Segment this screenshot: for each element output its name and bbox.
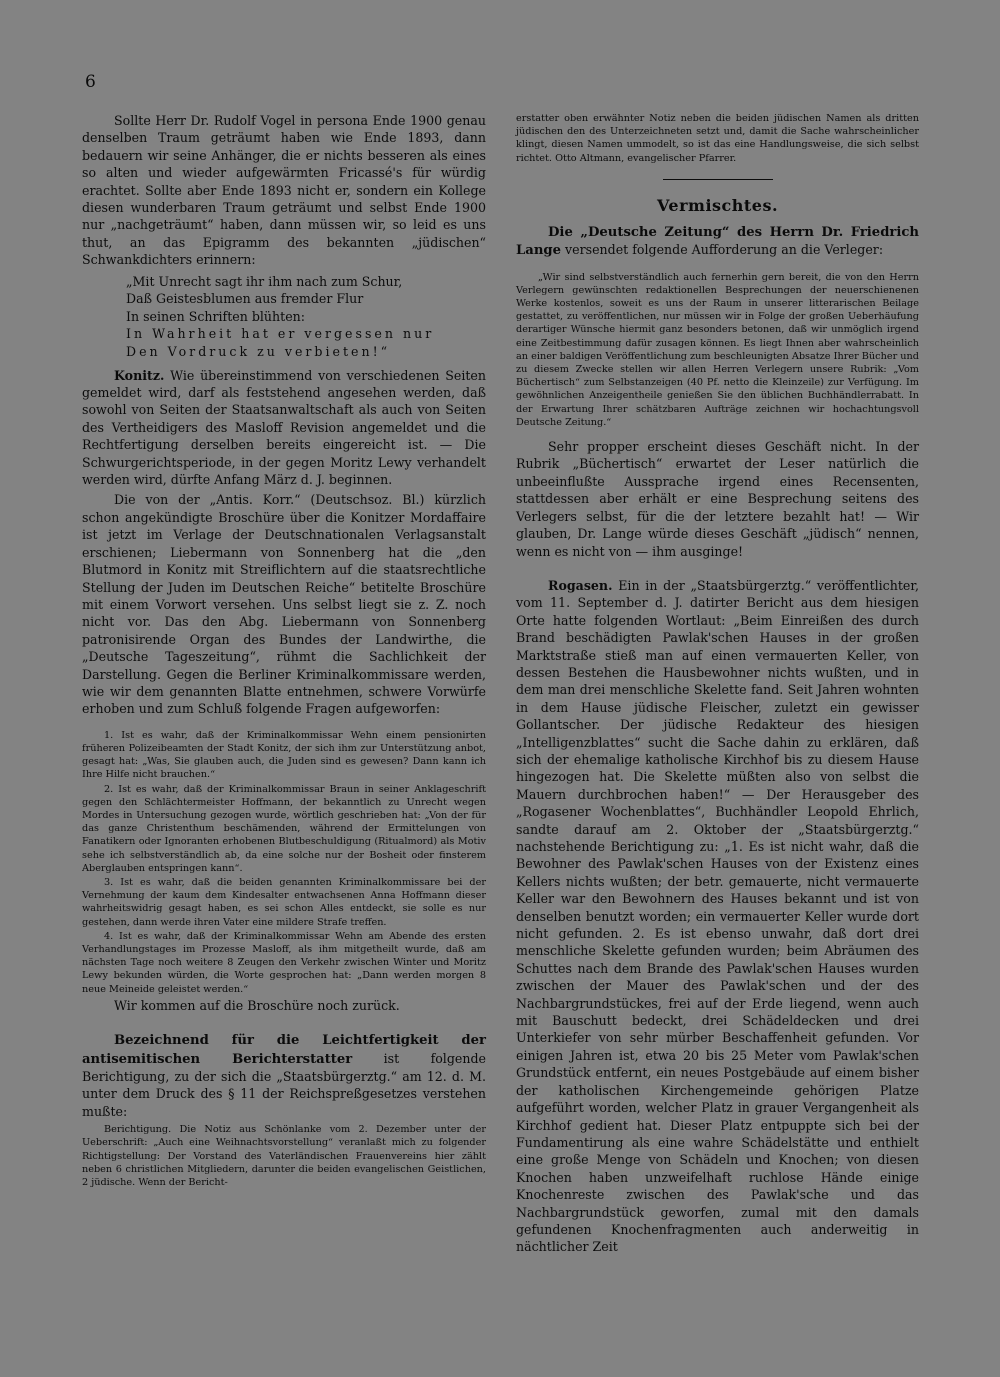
question-4: 4. Ist es wahr, daß der Kriminalkommissar Wehn am Abende des ersten Verhandlungstages im Prozesse Masloff, als ihm mitgetheilt wurde, daß am nächsten Tage noch weitere 8 Zeugen den Verkehr zwischen Winter und Moritz Lewy bekunden würden, die Worte gesprochen hat: „Dann werden morgen 8 neue Meineide geleistet werden.“ bbox=[82, 930, 486, 995]
verse-line-5: Den Vordruck zu verbieten!“ bbox=[126, 344, 391, 360]
question-3: 3. Ist es wahr, daß die beiden genannten Kriminalkommissare bei der Vernehmung der kaum dem Kindesalter entwachsenen Anna Hoffmann dieser wahrheitswidrig gesagt haben, es sei schon Alles entdeckt, sie solle es nur gestehen, dann werde ihren Vater eine mildere Strafe treffen. bbox=[82, 876, 486, 928]
question-2: 2. Ist es wahr, daß der Kriminalkommissar Braun in seiner Anklageschrift gegen den Schlächtermeister Hoffmann, der bekanntlich zu Unrecht wegen Mordes in Untersuchung gezogen wurde, wörtlich geschrieben hat: „Von der für das ganze Christenthum beschämenden, während der Ermittelungen von Fanatikern oder Ignoranten erhobenen Blutbeschuldigung (Ritualmord) als Motiv sehe ich selbstverständlich ab, da eine solche nur der Bosheit oder finsterem Aberglauben entspringen kann“. bbox=[82, 783, 486, 874]
bezeichnend-heading: Bezeichnend für die Leichtfertigkeit der antisemitischen Berichterstatter bbox=[82, 1033, 486, 1067]
verse-line-1: „Mit Unrecht sagt ihr ihm nach zum Schur, bbox=[126, 273, 403, 289]
berichtigung-continued: erstatter oben erwähnter Notiz neben die beiden jüdischen Namen als dritten jüdischen den des Unterzeichneten setzt und, damit die Sache wahrscheinlicher klingt, diesen Namen ummodelt, so ist das eine Handlungsweise, die sich selbst richtet. Otto Altmann, evangelischer Pfarrer. bbox=[516, 113, 919, 164]
article-vogel: Sollte Herr Dr. Rudolf Vogel in persona Ende 1900 genau denselben Traum geträumt haben wie Ende 1893, dann bedauern wir seine Anhänger, die er nichts besseren als eines so alten und wieder aufgewärmten Fricassé's für würdig erachtet. Sollte aber Ende 1893 nicht er, sondern ein Kollege diesen wunderbaren Traum geträumt und selbst Ende 1900 nur „nachgeträumt“ haben, dann müssen wir, so leid es uns thut, an das Epigramm des bekannten „jüdischen“ Schwankdichters erinnern: bbox=[82, 113, 486, 268]
rogasen-body: Ein in der „Staatsbürgerztg.“ veröffentlichter, vom 11. September d. J. datirter Bericht aus dem hiesigen Orte hatte folgenden Wortlaut: „Beim Einreißen des durch Brand beschädigten Pawlak'schen Hauses in der großen Marktstraße stieß man auf einen vermauerten Keller, von dessen Bestehen die Hausbewohner nichts wußten, und in dem man drei menschliche Skelette fand. Seit Jahren wohnten in dem Hause jüdische Fleischer, zuletzt ein gewisser Gollantscher. Der jüdische Redakteur des hiesigen „Intelligenzblattes“ sucht die Sache dahin zu erklären, daß sich der ehemalige katholische Kirchhof bis zu diesem Hause hingezogen hat. Die Skelette müßten also von selbst die Mauern durchbrochen haben!“ — Der Herausgeber des „Rogasener Wochenblattes“, Buchhändler Leopold Ehrlich, sandte darauf am 2. Oktober der „Staatsbürgerztg.“ nachstehende Berichtigung zu: „1. Es ist nicht wahr, daß die Bewohner des Pawlak'schen Hauses von der Existenz eines Kellers nichts wußten; der betr. gemauerte, nicht vermauerte Keller war den Bewohnern des Hauses bekannt und ist von denselben benutzt worden; ein vermauerter Keller wurde dort nicht gefunden. 2. Es ist ebenso unwahr, daß dort drei menschliche Skelette gefunden wurden; beim Abräumen des Schuttes nach dem Brande des Pawlak'schen Hauses wurden zwischen der Mauer des Pawlak'schen und der des Nachbargrundstückes, frei auf der Erde liegend, wenn auch mit Bauschutt bedeckt, drei Schädeldecken und drei Unterkiefer von sehr mürber Beschaffenheit gefunden. Vor einigen Jahren ist, etwa 20 bis 25 Meter vom Pawlak'schen Grundstück entfernt, ein neues Postgebäude auf einem bisher der katholischen Kirchengemeinde gehörigen Platze aufgeführt worden, welcher Platz in grauer Vergangenheit als Kirchhof gedient hat. Dieser Platz entpuppte sich bei der Fundamentirung als eine wahre Schädelstätte und enthielt eine große Menge von Schädeln und Knochen; von diesen Knochen haben unzweifelhaft ruchlose Hände einige Knochenreste zwischen des Pawlak'sche und das Nachbargrundstück geworfen, zumal mit den damals gefundenen Knochenfragmenten auch anderweitig in nächtlicher Zeit bbox=[516, 577, 919, 1255]
article-propper: Sehr propper erscheint dieses Geschäft nicht. In der Rubrik „Büchertisch“ erwartet der Leser natürlich die unbeeinflußte Aussprache irgend eines Recensenten, stattdessen aber erhält er eine Besprechung seitens des Verlegers selbst, für die der letztere bezahlt hat! — Wir glauben, Dr. Lange würde dieses Geschäft „jüdisch“ nennen, wenn es nicht von — ihm ausginge! bbox=[516, 439, 919, 559]
konitz-heading: Konitz. bbox=[114, 367, 165, 383]
epigram-verse bbox=[126, 273, 486, 361]
verse-line-3: In seinen Schriften blühten: bbox=[126, 308, 306, 324]
section-divider bbox=[663, 179, 773, 180]
dz-heading: Die „Deutsche Zeitung“ des Herrn Dr. Friedrich Lange bbox=[516, 224, 919, 259]
page-number: 6 bbox=[85, 72, 96, 92]
article-broschuere: Die von der „Antis. Korr.“ (Deutschsoz. Bl.) kürzlich schon angekündigte Broschüre über die Konitzer Mordaffaire ist jetzt im Verlage der Deutschnationalen Verlagsanstalt erschienen; Liebermann von Sonnenberg hat die „den Blutmord in Konitz mit Streiflichtern auf die staatsrechtliche Stellung der Juden im Deutschen Reiche“ betitelte Broschüre mit einem Vorwort versehen. Uns selbst liegt sie z. Z. noch nicht vor. Das den Abg. Liebermann von Sonnenberg patronisirende Organ des Bundes der Landwirthe, die „Deutsche Tageszeitung“, rühmt die Sachlichkeit der Darstellung. Gegen die Berliner Kriminalkommissare werden, wie wir dem genannten Blatte entnehmen, schwere Vorwürfe erhoben und zum Schluß folgende Fragen aufgeworfen: bbox=[82, 492, 486, 717]
article-bezeichnend bbox=[82, 1031, 486, 1120]
bezeichnend-body: ist folgende Berichtigung, zu der sich die „Staatsbürgerztg.“ am 12. d. M. unter dem Druck des § 11 der Reichspreßgesetzes verstehen mußte: bbox=[82, 1050, 486, 1119]
article-kommen: Wir kommen auf die Broschüre noch zurück. bbox=[114, 997, 400, 1013]
question-1: 1. Ist es wahr, daß der Kriminalkommissar Wehn einem pensionirten früheren Polizeibeamten der Stadt Konitz, der sich ihm zur Unterstützung anbot, gesagt hat: „Was, Sie glauben auch, die Juden sind es gewesen? Dann kann ich Ihre Hilfe nicht brauchen.“ bbox=[82, 729, 486, 781]
dz-quote: „Wir sind selbstverständlich auch fernerhin gern bereit, die von den Herrn Verlegern gewünschten redaktionellen Besprechungen der neuerschienenen Werke kostenlos, soweit es uns der Raum in unserer litterarischen Beilage gestattet, zu veröffentlichen, nur müssen wir in Folge der großen Ueberhäufung derartiger Wünsche hiermit ganz besonders betonen, daß wir unmöglich irgend eine Zeitbestimmung dafür zusagen können. Es liegt Ihnen aber wahrscheinlich an einer baldigen Veröffentlichung zum beschleunigten Absatze Ihrer Bücher und zu diesem Zwecke stellen wir allen Herren Verlegern unsere Rubrik: „Vom Büchertisch“ zum Selbstanzeigen (40 Pf. netto die Kleinzeile) zur Verfügung. Im gewöhnlichen Anzeigentheile genießen Sie den üblichen Buchhändlerrabatt. In der Erwartung Ihrer schätzbaren Aufträge zeichnen wir hochachtungsvoll Deutsche Zeitung.“ bbox=[516, 271, 919, 428]
article-rogasen bbox=[516, 577, 919, 1256]
section-title: Vermischtes. bbox=[656, 195, 779, 215]
article-konitz bbox=[82, 367, 486, 489]
berichtigung-note: Berichtigung. Die Notiz aus Schönlanke vom 2. Dezember unter der Ueberschrift: „Auch eine Weihnachtsvorstellung“ veranlaßt mich zu folgender Richtigstellung: Der Vorstand des Vaterländischen Frauenvereins hier zählt neben 6 christlichen Mitgliedern, darunter die beiden evangelischen Geistlichen, 2 jüdische. Wenn der Bericht- bbox=[82, 1124, 486, 1189]
right-column bbox=[516, 112, 919, 1259]
verse-line-2: Daß Geistesblumen aus fremder Flur bbox=[126, 291, 364, 307]
konitz-body: Wie übereinstimmend von verschiedenen Seiten gemeldet wird, darf als feststehend angesehen werden, daß sowohl von Seiten der Staatsanwaltschaft als auch von Seiten des Vertheidigers des Masloff Revision angemeldet und die Rechtfertigung derselben bereits eingereicht ist. — Die Schwurgerichtsperiode, in der gegen Moritz Lewy verhandelt werden wird, dürfte Anfang März d. J. beginnen. bbox=[82, 367, 486, 488]
left-column bbox=[82, 112, 486, 1190]
rogasen-heading: Rogasen. bbox=[548, 577, 613, 593]
dz-body: versendet folgende Aufforderung an die Verleger: bbox=[565, 242, 884, 258]
article-deutsche-zeitung bbox=[516, 223, 919, 260]
verse-line-4: In Wahrheit hat er vergessen nur bbox=[126, 326, 435, 342]
